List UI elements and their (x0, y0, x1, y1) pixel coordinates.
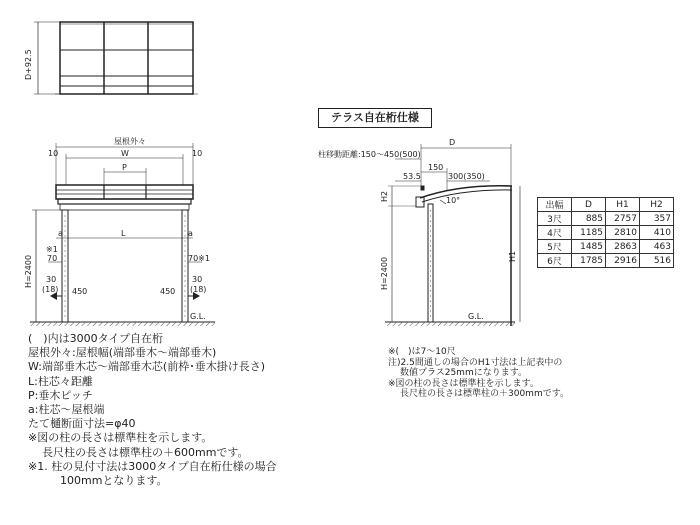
table-header-cell: 出幅 (538, 198, 572, 212)
table-cell: 463 (640, 240, 674, 254)
side-gl-label: G.L. (468, 312, 484, 321)
front-dim-70-left: 70 (47, 254, 58, 263)
front-dim-30-right: 30 (192, 275, 203, 284)
note-line: たて樋断面寸法=φ40 (28, 417, 136, 431)
note-line: P:垂木ピッチ (28, 388, 93, 402)
side-d-label: D (449, 138, 456, 147)
table-header-cell: H2 (640, 198, 674, 212)
side-h2-label: H2 (380, 190, 389, 202)
front-dim-30-left: 30 (46, 275, 57, 284)
table-row (538, 254, 674, 268)
spec-table (537, 197, 674, 268)
table-cell: 3尺 (538, 212, 572, 226)
front-span-label: L (121, 229, 126, 238)
note-line: a:柱芯～屋根端 (28, 403, 105, 417)
side-movable-range: 柱移動距離:150～450(500) (318, 150, 421, 159)
front-dim-18-left: (18) (42, 285, 59, 294)
note-line: W:端部垂木芯～端部垂木芯(前枠･垂木掛け長さ) (28, 360, 266, 374)
front-width-label: W (121, 149, 129, 158)
table-cell: 1785 (572, 254, 606, 268)
note-line: 注)2.5間通しの場合のH1寸法は上記表中の (388, 357, 563, 368)
side-h1-label: H1 (508, 250, 517, 262)
table-header-row (538, 198, 674, 212)
front-dim-450-left: 450 (72, 287, 88, 296)
table-cell: 410 (640, 226, 674, 240)
side-dim-150: 150 (428, 163, 444, 172)
table-cell: 357 (640, 212, 674, 226)
front-pitch-label: P (122, 163, 127, 172)
side-dim-300: 300(350) (448, 172, 485, 181)
table-row (538, 212, 674, 226)
table-cell: 2810 (606, 226, 640, 240)
note-line: ※図の柱の長さは標準柱を示します。 (388, 378, 539, 389)
table-cell: 4尺 (538, 226, 572, 240)
table-row (538, 240, 674, 254)
plan-view (34, 22, 198, 94)
note-line: ※( )は7～10尺 (388, 347, 456, 357)
front-a-left: a (58, 229, 63, 238)
section-title: テラス自在桁仕様 (318, 108, 432, 128)
note-line: ※図の柱の長さは標準柱を示します。 (28, 431, 213, 445)
note-line: 数値プラス25mmになります。 (400, 368, 527, 379)
plan-depth-label: D+92.5 (24, 49, 33, 80)
front-roof-outer-label: 屋根外々 (114, 137, 146, 146)
table-header-cell: H1 (606, 198, 640, 212)
table-cell: 2863 (606, 240, 640, 254)
note-line: 長尺柱の長さは標準柱の＋600mmです。 (42, 445, 249, 459)
notes-left (28, 332, 358, 488)
note-line: 100mmとなります。 (60, 474, 168, 488)
front-margin-right: 10 (192, 149, 203, 158)
table-cell: 1485 (572, 240, 606, 254)
front-a-right: a (188, 229, 193, 238)
notes-right (388, 347, 688, 400)
front-dim-18-right: (18) (190, 285, 207, 294)
front-height-label: H=2400 (24, 254, 33, 288)
side-height-label: H=2400 (380, 256, 389, 290)
table-row (538, 226, 674, 240)
side-dim-53: 53.5 (403, 172, 421, 181)
table-cell: 2916 (606, 254, 640, 268)
table-cell: 885 (572, 212, 606, 226)
table-cell: 5尺 (538, 240, 572, 254)
table-cell: 2757 (606, 212, 640, 226)
front-gl-label: G.L. (190, 312, 206, 321)
note-line: ※1. 柱の見付寸法は3000タイプ自在桁仕様の場合 (28, 459, 277, 473)
note-line: 長尺柱の長さは標準柱の＋300mmです。 (400, 389, 569, 400)
table-cell: 6尺 (538, 254, 572, 268)
front-dim-70-right: 70※1 (188, 254, 210, 263)
side-angle-label: 10° (446, 196, 461, 205)
table-header-cell: D (572, 198, 606, 212)
note-line: L:柱芯々距離 (28, 374, 93, 388)
table-cell: 1185 (572, 226, 606, 240)
note-line: ( )内は3000タイプ自在桁 (28, 332, 164, 345)
front-note-mark-left: ※1 (46, 245, 58, 254)
front-dim-450-right: 450 (160, 287, 176, 296)
table-cell: 516 (640, 254, 674, 268)
front-margin-left: 10 (48, 149, 59, 158)
note-line: 屋根外々:屋根幅(端部垂木～端部垂木) (28, 346, 217, 360)
